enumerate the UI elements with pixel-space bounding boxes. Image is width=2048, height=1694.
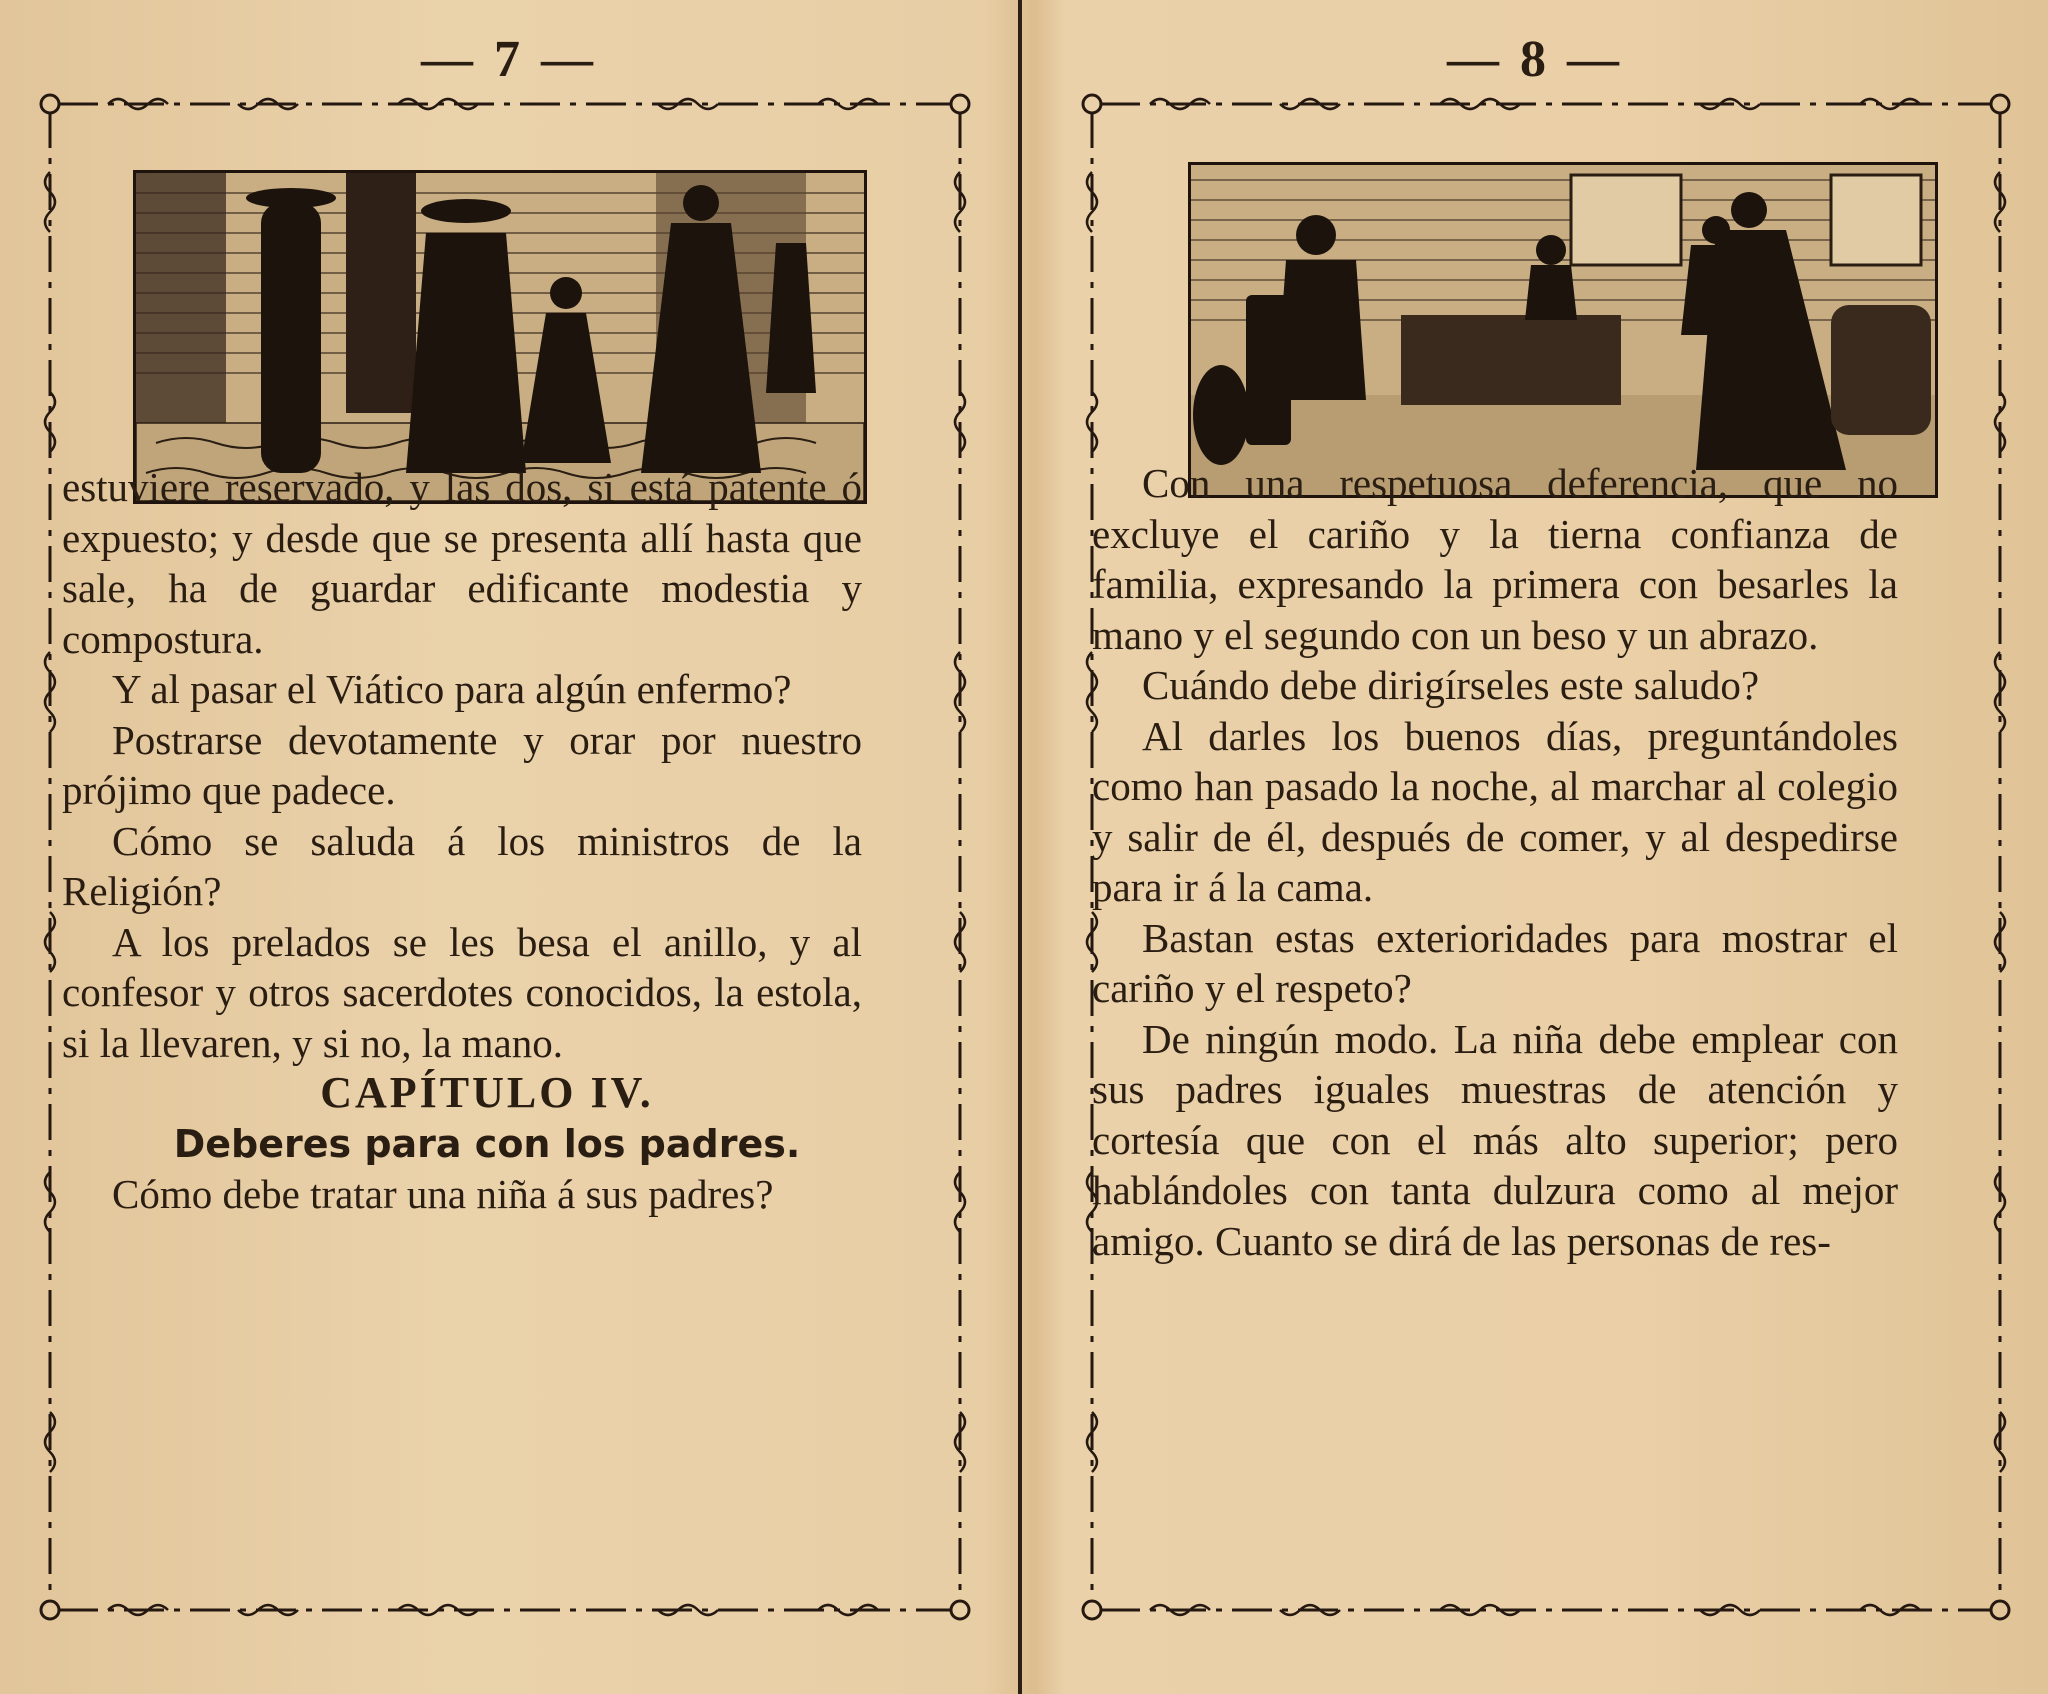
left-page bbox=[0, 0, 1018, 1694]
paragraph: A los prelados se les besa el anillo, y al confesor y otros sacerdotes conocidos, la estola, si la llevaren, y si no, la mano. bbox=[62, 918, 862, 1066]
page-text bbox=[62, 462, 862, 1220]
engraving-illustration bbox=[133, 170, 867, 504]
paragraph: Cómo se saluda á los ministros de la Religión? bbox=[62, 817, 862, 914]
chapter-subtitle: Deberes para con los padres. bbox=[173, 1121, 801, 1166]
paragraph: Al darles los buenos días, preguntándoles como han pasado la noche, al marchar al colegio y salir de él, después de comer, y al despedirse para ir á la cama. bbox=[1092, 712, 1898, 910]
paragraph: De ningún modo. La niña debe emplear con sus padres iguales muestras de atención y cortesía que con el más alto superior; pero hablándoles con tanta dulzura como al mejor amigo. Cuanto se dirá de las personas de res- bbox=[1092, 1015, 1898, 1264]
right-page bbox=[1022, 0, 2048, 1694]
paragraph: estuviere reservado, y las dos, si está patente ó expuesto; y desde que se presenta allí hasta que sale, ha de guardar edificante modestia y compostura. bbox=[62, 464, 862, 662]
paragraph: Y al pasar el Viático para algún enfermo? bbox=[112, 666, 792, 712]
paragraph: Postrarse devotamente y orar por nuestro prójimo que padece. bbox=[62, 716, 862, 813]
chapter-heading: CAPÍTULO IV. bbox=[320, 1068, 654, 1117]
engraving-illustration bbox=[1188, 162, 1938, 498]
page-text bbox=[1092, 458, 1898, 1266]
paragraph: Con una respetuosa deferencia, que no excluye el cariño y la tierna confianza de familia, expresando la primera con besarles la mano y el segundo con un beso y un abrazo. bbox=[1092, 460, 1898, 658]
page-number: — 8 — bbox=[1447, 31, 1623, 88]
page-number: — 7 — bbox=[421, 31, 597, 88]
paragraph: Bastan estas exterioridades para mostrar el cariño y el respeto? bbox=[1092, 914, 1898, 1011]
paragraph: Cuándo debe dirigírseles este saludo? bbox=[1142, 662, 1760, 708]
paragraph: Cómo debe tratar una niña á sus padres? bbox=[112, 1171, 774, 1217]
